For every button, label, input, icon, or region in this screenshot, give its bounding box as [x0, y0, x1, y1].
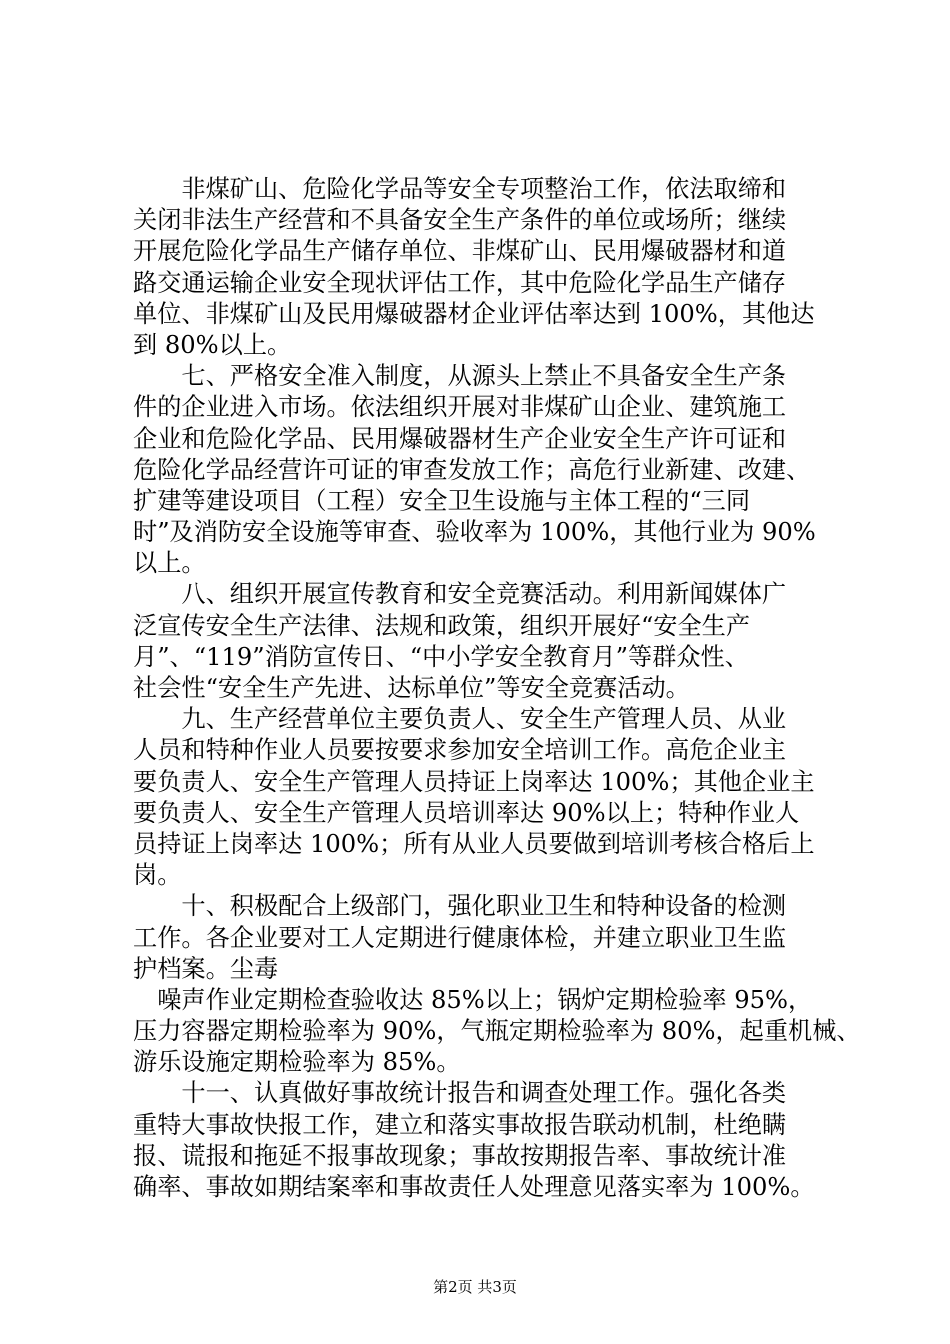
text-line: 九、生产经营单位主要负责人、安全生产管理人员、从业 — [133, 705, 787, 734]
text-line: 员持证上岗率达 100%；所有从业人员要做到培训考核合格后上 — [133, 829, 815, 858]
text-line: 重特大事故快报工作，建立和落实事故报告联动机制，杜绝瞒 — [133, 1110, 787, 1139]
text-line: 工作。各企业要对工人定期进行健康体检，并建立职业卫生监 — [133, 923, 787, 952]
text-line: 确率、事故如期结案率和事故责任人处理意见落实率为 100%。 — [133, 1173, 815, 1201]
text-line: 人员和特种作业人员要按要求参加安全培训工作。高危企业主 — [133, 736, 787, 765]
text-line: 时”及消防安全设施等审查、验收率为 100%，其他行业为 90% — [133, 518, 816, 547]
text-line: 报、谎报和拖延不报事故现象；事故按期报告率、事故统计准 — [133, 1141, 787, 1170]
text-line: 到 80%以上。 — [133, 330, 292, 359]
text-line: 护档案。尘毒 — [133, 954, 279, 983]
text-line: 社会性“安全生产先进、达标单位”等安全竞赛活动。 — [133, 674, 690, 702]
text-line: 以上。 — [133, 549, 206, 578]
text-line: 噪声作业定期检查验收达 85%以上；锅炉定期检验率 95%， — [133, 985, 813, 1014]
text-line: 开展危险化学品生产储存单位、非煤矿山、民用爆破器材和道 — [133, 237, 787, 266]
text-line: 月”、“119”消防宣传日、“中小学安全教育月”等群众性、 — [133, 642, 749, 671]
text-line: 岗。 — [133, 861, 182, 890]
text-line: 关闭非法生产经营和不具备安全生产条件的单位或场所；继续 — [133, 206, 787, 235]
text-line: 单位、非煤矿山及民用爆破器材企业评估率达到 100%，其他达 — [133, 299, 815, 328]
text-line: 危险化学品经营许可证的审查发放工作；高危行业新建、改建、 — [133, 455, 811, 484]
text-line: 扩建等建设项目（工程）安全卫生设施与主体工程的“三同 — [133, 486, 751, 515]
text-line: 游乐设施定期检验率为 85%。 — [133, 1048, 461, 1077]
text-line: 要负责人、安全生产管理人员培训率达 90%以上；特种作业人 — [133, 798, 800, 827]
text-line: 非煤矿山、危险化学品等安全专项整治工作，依法取缔和 — [133, 175, 787, 203]
text-line: 要负责人、安全生产管理人员持证上岗率达 100%；其他企业主 — [133, 767, 815, 796]
text-line: 泛宣传安全生产法律、法规和政策，组织开展好“安全生产 — [133, 611, 751, 640]
text-line: 压力容器定期检验率为 90%，气瓶定期检验率为 80%，起重机械、 — [133, 1017, 861, 1046]
text-line: 路交通运输企业安全现状评估工作，其中危险化学品生产储存 — [133, 268, 787, 297]
text-line: 件的企业进入市场。依法组织开展对非煤矿山企业、建筑施工 — [133, 393, 787, 422]
page-footer: 第2页 共3页 — [433, 1278, 517, 1296]
document-body — [133, 174, 861, 1203]
text-line: 十、积极配合上级部门，强化职业卫生和特种设备的检测 — [133, 892, 787, 921]
text-line: 七、严格安全准入制度，从源头上禁止不具备安全生产条 — [133, 362, 787, 391]
text-line: 企业和危险化学品、民用爆破器材生产企业安全生产许可证和 — [133, 424, 787, 453]
text-line: 十一、认真做好事故统计报告和调查处理工作。强化各类 — [133, 1079, 787, 1108]
text-line: 八、组织开展宣传教育和安全竞赛活动。利用新闻媒体广 — [133, 580, 787, 609]
